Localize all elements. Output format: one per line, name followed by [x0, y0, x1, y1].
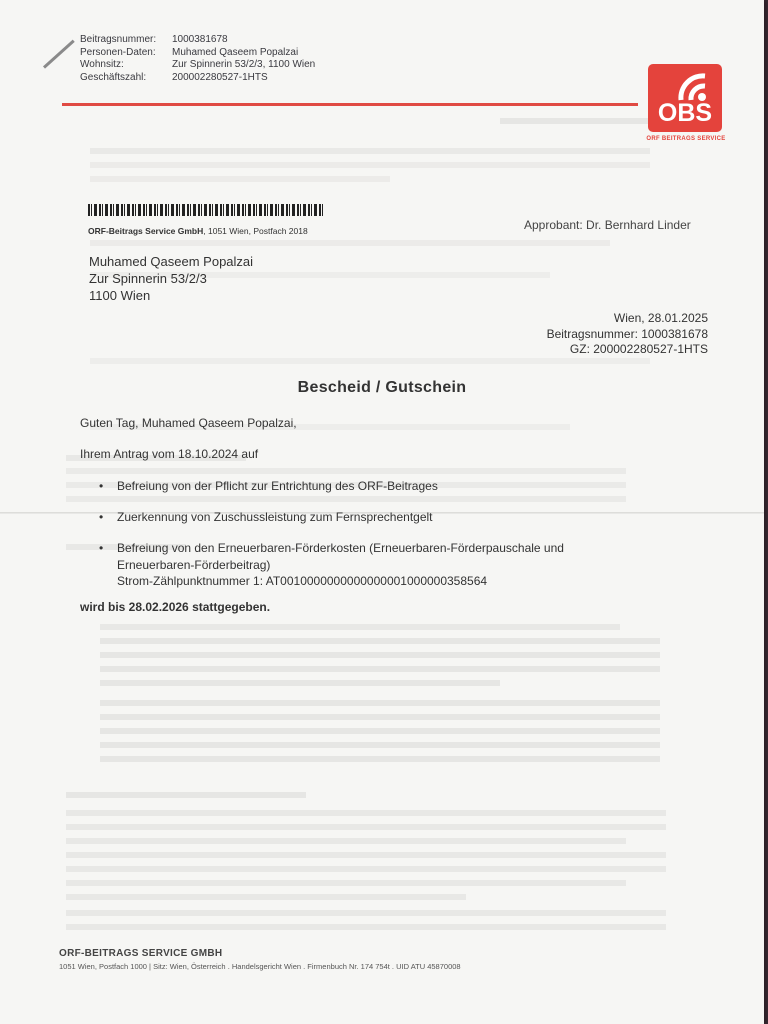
logo-subtitle: ORF BEITRAGS SERVICE: [646, 136, 726, 142]
logo-text: OBS: [657, 99, 713, 127]
recipient-city: 1100 Wien: [89, 288, 151, 303]
meta-value: Muhamed Qaseem Popalzai: [172, 46, 299, 58]
meta-label: Personen-Daten:: [80, 46, 156, 58]
meta-row-person: [80, 47, 315, 60]
pen-mark: [43, 40, 75, 69]
meta-row-case-number: [80, 72, 315, 85]
list-item-text: Strom-Zählpunktnummer 1: AT0010000000000000001000000358564: [117, 574, 488, 588]
document-title: Bescheid / Gutschein: [297, 379, 467, 396]
list-item-text: Erneuerbaren-Förderbeitrag): [117, 557, 271, 572]
date-reference-block: [547, 311, 708, 358]
list-item: [96, 540, 616, 590]
footer-details: 1051 Wien, Postfach 1000 | Sitz: Wien, Österreich . Handelsgericht Wien . Firmenbuch Nr. 174 754t . UID ATU 45870008: [59, 962, 461, 971]
greeting: Guten Tag, Muhamed Qaseem Popalzai,: [80, 416, 297, 430]
header-divider: [62, 103, 638, 106]
letter-date: Wien, 28.01.2025: [613, 311, 708, 325]
meta-label: Geschäftszahl:: [80, 71, 147, 83]
footer-company: ORF-BEITRAGS SERVICE GMBH: [59, 948, 223, 959]
list-item: [96, 478, 616, 495]
meta-row-contribution-number: [80, 34, 315, 47]
list-item-text: • Befreiung von den Erneuerbaren-Förderkosten (Erneuerbaren-Förderpauschale und: [117, 541, 564, 555]
meta-value: Zur Spinnerin 53/2/3, 1100 Wien: [172, 59, 316, 70]
approbant: Approbant: Dr. Bernhard Linder: [524, 218, 691, 232]
meta-value: 200002280527-1HTS: [172, 71, 268, 83]
list-item-text: • Befreiung von der Pflicht zur Entrichtung des ORF-Beitrages: [117, 479, 438, 493]
list-item-text: • Zuerkennung von Zuschussleistung zum Fernsprechentgelt: [117, 509, 433, 524]
meta-value: 1000381678: [172, 34, 228, 45]
recipient-street: Zur Spinnerin 53/2/3: [89, 271, 207, 286]
intro-text: Ihrem Antrag vom 18.10.2024 auf: [80, 447, 259, 461]
meta-row-residence: [80, 59, 315, 72]
sender-line: [88, 226, 308, 236]
reference-header: [80, 34, 315, 84]
obs-logo: [648, 64, 722, 132]
decision-statement: wird bis 28.02.2026 stattgegeben.: [80, 600, 271, 614]
list-item: [96, 509, 616, 526]
sender-company: ORF-Beitrags Service GmbH: [88, 226, 204, 236]
case-number: GZ: 200002280527-1HTS: [569, 342, 708, 356]
sender-address: , 1051 Wien, Postfach 2018: [203, 226, 308, 236]
recipient-name: Muhamed Qaseem Popalzai: [89, 254, 254, 269]
postal-barcode: [88, 204, 324, 216]
request-list: [96, 478, 616, 590]
contribution-number: Beitragsnummer: 1000381678: [546, 326, 708, 341]
meta-label: Wohnsitz:: [80, 59, 124, 70]
meta-label: Beitragsnummer:: [80, 34, 157, 45]
recipient-address: [89, 253, 253, 304]
